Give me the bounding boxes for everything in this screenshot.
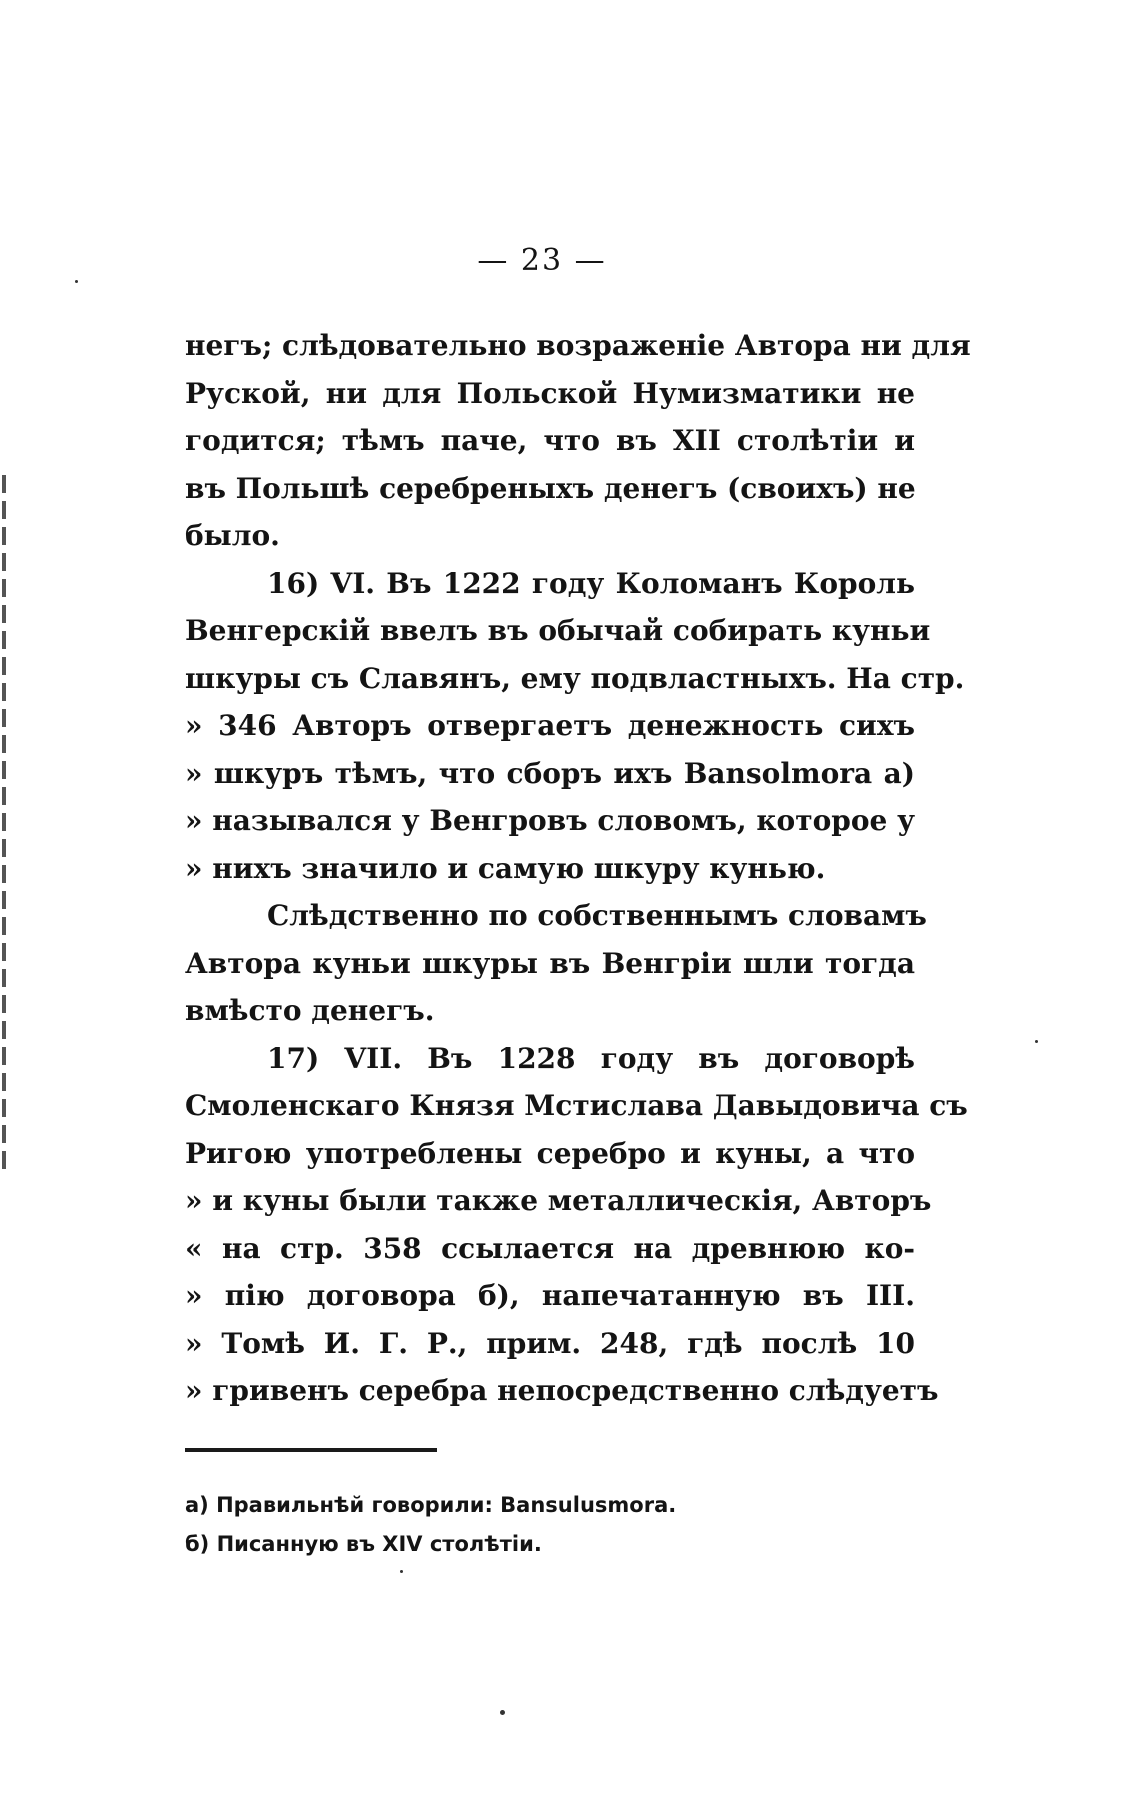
text-line-paragraph-start: 16) VI. Въ 1222 году Коломанъ Король: [267, 566, 915, 600]
footnote-a: а) Правильнѣй говорили: Bansulusmora.: [185, 1493, 677, 1517]
text-line: было.: [185, 519, 280, 552]
text-line: « на стр. 358 ссылается на древнюю ко-: [185, 1231, 915, 1265]
text-line: Венгерскій ввелъ въ обычай собирать куньи: [185, 614, 931, 647]
text-line: Смоленскаго Князя Мстислава Давыдовича съ: [185, 1089, 968, 1122]
scan-speck: [400, 1570, 403, 1573]
text-line: » шкуръ тѣмъ, что сборъ ихъ Bansolmora а): [185, 756, 915, 790]
text-line: » пію договора б), напечатанную въ III.: [185, 1279, 915, 1312]
text-line: годится; тѣмъ паче, что въ XII столѣтіи и: [185, 424, 915, 457]
footnote-b: б) Писанную въ XIV столѣтіи.: [185, 1532, 542, 1556]
body-text: [185, 322, 971, 1415]
scan-speck: [1035, 1040, 1038, 1043]
page-number: — 23 —: [477, 243, 607, 278]
text-line: Руской, ни для Польской Нумизматики не: [185, 376, 915, 410]
text-line: Автора куньи шкуры въ Венгріи шли тогда: [185, 946, 915, 980]
text-line: » назывался у Венгровъ словомъ, которое у: [185, 804, 915, 837]
text-line: » и куны были также металлическія, Авторъ: [185, 1184, 932, 1217]
text-line-paragraph-start: Слѣдственно по собственнымъ словамъ: [267, 899, 927, 932]
text-line: негъ; слѣдовательно возраженіе Автора ни для: [185, 329, 971, 362]
text-line-paragraph-start: 17) VII. Въ 1228 году въ договорѣ: [267, 1041, 915, 1075]
scan-edge-artifact: [2, 475, 6, 1175]
scan-speck: [75, 280, 78, 283]
text-line: вмѣсто денегъ.: [185, 994, 435, 1027]
text-line: шкуры съ Славянъ, ему подвластныхъ. На стр.: [185, 661, 965, 695]
text-line: Ригою употреблены серебро и куны, а что: [185, 1136, 915, 1170]
footnotes: [185, 1486, 785, 1564]
footnote-divider: [185, 1448, 437, 1452]
scan-speck: [500, 1710, 505, 1715]
text-line: » нихъ значило и самую шкуру кунью.: [185, 851, 826, 885]
text-line: въ Польшѣ серебреныхъ денегъ (своихъ) не: [185, 471, 916, 505]
text-line: » Томѣ И. Г. Р., прим. 248, гдѣ послѣ 10: [185, 1326, 915, 1360]
text-line: » гривенъ серебра непосредственно слѣдуетъ: [185, 1374, 939, 1407]
text-line: » 346 Авторъ отвергаетъ денежность сихъ: [185, 709, 915, 742]
